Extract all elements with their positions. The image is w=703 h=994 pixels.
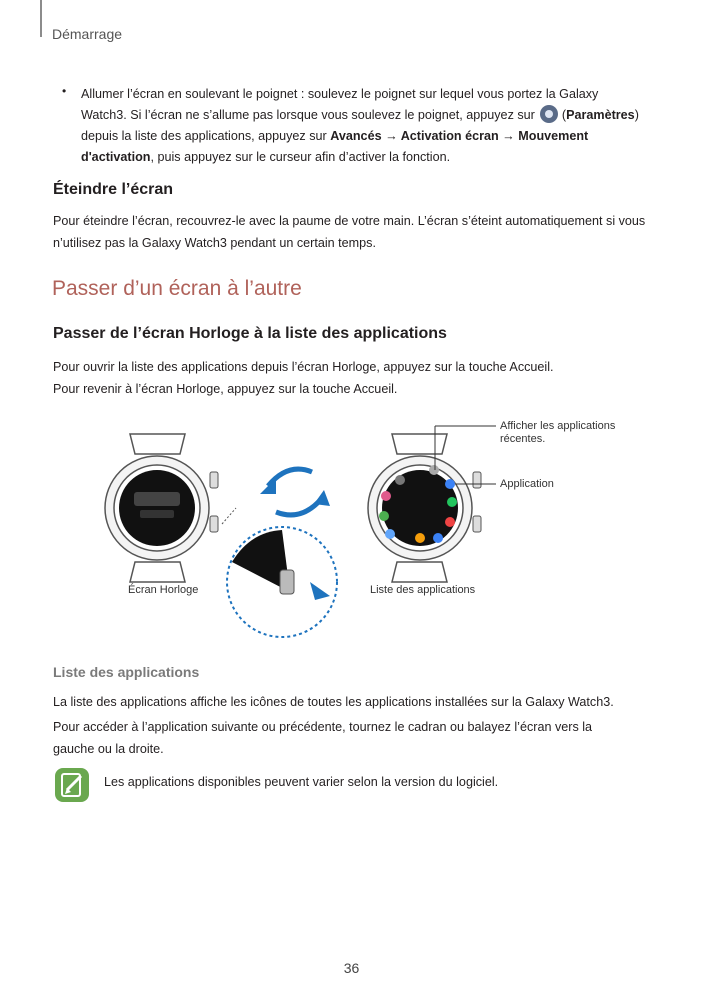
- bullet-marker: •: [62, 84, 67, 98]
- label-apps-list: Liste des applications: [370, 584, 476, 596]
- bullet-bold-activation: Activation écran: [400, 129, 499, 143]
- heading-eteindre: Éteindre l’écran: [53, 181, 174, 198]
- paragraph-eteindre: Pour éteindre l’écran, recouvrez-le avec la paume de votre main. L’écran s’éteint automatiquement si vous n’utilisez pas la Galaxy Watch3 pendant un certain temps.: [53, 214, 646, 250]
- bullet-bold-param: Paramètres: [566, 108, 635, 122]
- paragraph-horloge-1: Pour ouvrir la liste des applications depuis l’écran Horloge, appuyez sur la touche Accueil.: [53, 360, 554, 374]
- label-clock-screen: Écran Horloge: [128, 584, 199, 596]
- bullet-text-3: ) depuis la liste des applications, appuyez sur: [81, 108, 639, 143]
- header-rule: [40, 0, 42, 37]
- note-pencil-icon: [55, 768, 89, 802]
- paragraph-liste-2: Pour accéder à l’application suivante ou précédente, tournez le cadran ou balayez l’écran vers la gauche ou la droite.: [53, 720, 593, 756]
- zoom-circle: [222, 508, 337, 637]
- heading-horloge: Passer de l’écran Horloge à la liste des applications: [53, 325, 447, 342]
- bullet-bold-avances: Avancés: [330, 129, 382, 143]
- bullet-text-4: , puis appuyez sur le curseur afin d’activer la fonction.: [150, 150, 451, 164]
- header-title: Démarrage: [52, 26, 123, 42]
- rotate-arrows: [260, 469, 330, 515]
- bullet-arrow-2: →: [498, 129, 519, 143]
- clock-watch: [105, 434, 218, 582]
- label-recent-apps: Afficher les applications récentes.: [500, 420, 616, 445]
- bullet-text-2: (: [558, 108, 567, 122]
- bullet-arrow-1: →: [381, 129, 401, 143]
- page-number: 36: [343, 960, 360, 976]
- watch-illustration: [100, 412, 640, 642]
- note-text: Les applications disponibles peuvent varier selon la version du logiciel.: [104, 775, 499, 789]
- bullet-text-1: Allumer l’écran en soulevant le poignet : soulevez le poignet sur lequel vous portez la Galaxy Watch3. Si l’écran ne s’allume pas lorsque vous soulevez le poignet, appuyez sur: [81, 87, 599, 122]
- settings-gear-icon: [540, 105, 558, 123]
- heading-liste: Liste des applications: [53, 664, 200, 680]
- paragraph-horloge-2: Pour revenir à l’écran Horloge, appuyez sur la touche Accueil.: [53, 382, 398, 396]
- apps-watch: [368, 426, 496, 582]
- watch-figure: [100, 412, 640, 642]
- section-heading: Passer d’un écran à l’autre: [52, 277, 302, 300]
- label-application: Application: [500, 478, 554, 490]
- bullet-bold-mouvement: Mouvement d'activation: [81, 129, 589, 164]
- bullet-paragraph: [81, 84, 641, 168]
- paragraph-liste-1: La liste des applications affiche les icônes de toutes les applications installées sur la Galaxy Watch3.: [53, 695, 614, 709]
